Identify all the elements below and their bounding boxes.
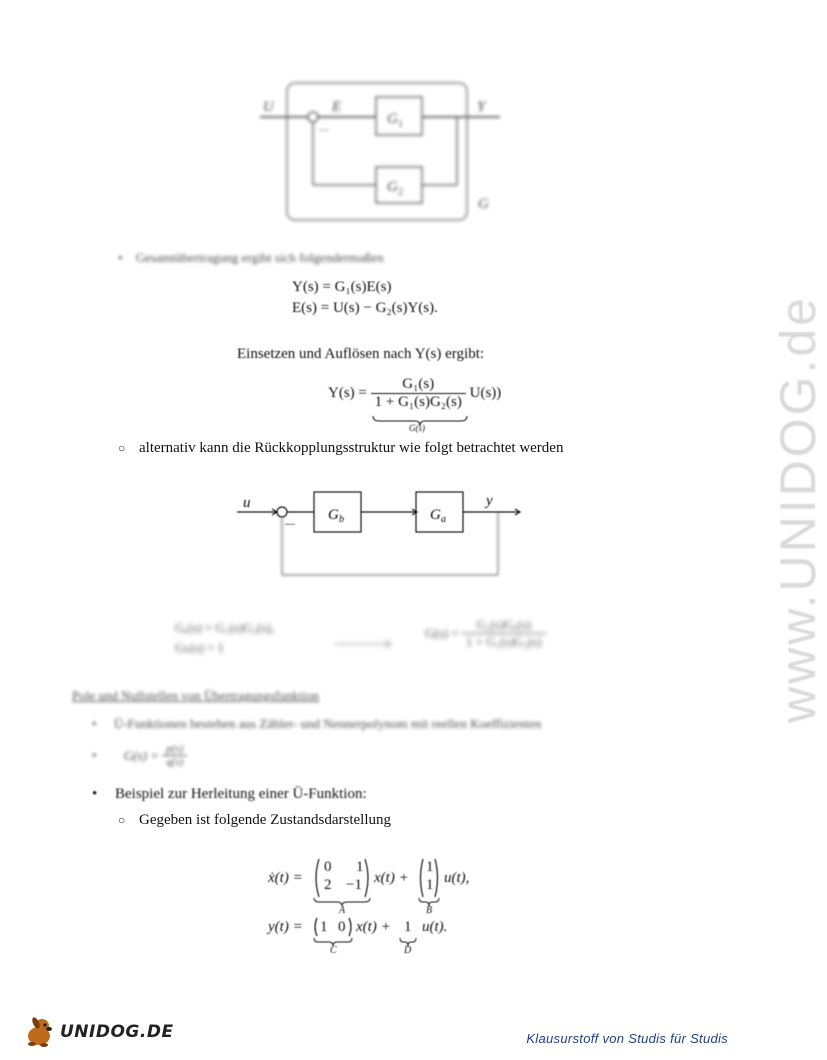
block-diagram-2-svg (235, 485, 525, 585)
footer-logo[interactable] (22, 1012, 174, 1052)
bullet-4-text: Beispiel zur Herleitung einer Ü-Funktion: (115, 786, 367, 802)
section-heading (72, 688, 319, 704)
arrow-right-icon (335, 638, 395, 650)
diagram2-minus: — (285, 519, 295, 530)
brace-d-label: D (404, 945, 412, 956)
diagram1-e-label: E (332, 99, 342, 115)
diagram1-y-label: Y (477, 99, 486, 115)
eq2-rhs: U(s)) (469, 385, 502, 401)
bullet-2 (92, 716, 541, 732)
sub-bullet-1 (118, 440, 563, 457)
matrix-c-2: 0 (338, 919, 346, 935)
state-eq-line1-mid: x(t) + (374, 870, 409, 886)
insert-text (237, 346, 484, 363)
matrix-c-1: 1 (320, 919, 328, 935)
matrix-b-2: 1 (426, 877, 434, 893)
blurred-equation-right (425, 617, 546, 650)
diagram2-u-label: u (243, 495, 251, 511)
state-eq-line1-end: u(t), (444, 870, 470, 886)
block-diagram-1 (255, 75, 505, 225)
bullet-1 (118, 250, 384, 266)
blurred-eq-right-lhs: G(s) = (425, 625, 459, 641)
eq2-numerator: G₁(s) (371, 376, 466, 394)
section-heading-text: Pole und Nullstellen von Übertragungsfunktion (72, 688, 319, 703)
brace-b-label: B (426, 905, 433, 916)
bullet-2-text: Ü-Funktionen bestehen aus Zähler- und Nennerpolynom mit reellen Koeffizienten (113, 716, 542, 731)
diagram2-ga-sub: a (441, 514, 446, 525)
blurred-eq-right-num: G₁(s)Gₐ(s) (462, 617, 546, 634)
matrix-a-21: 2 (324, 877, 332, 893)
underbrace-label: G(s) (409, 423, 425, 433)
state-eq-line2-end: u(t). (422, 919, 448, 935)
diagram1-g1-sub: 1 (398, 119, 403, 130)
block-diagram-2 (235, 485, 525, 585)
blurred-eq-left-1: Gₐ(s) = G₁(s)G₂(s), (175, 620, 275, 635)
outer-frame (287, 83, 467, 220)
eq2-fraction (371, 376, 466, 411)
eq2-underbrace (371, 414, 469, 436)
equation-block-1 (292, 277, 438, 319)
bullet-1-text: Gesamtübertragung ergibt sich folgendermaßen (135, 250, 384, 265)
footer-tagline: Klausurstoff von Studis für Studis (526, 1031, 728, 1046)
blurred-eq-left-2: Gₕ(s) = 1 (175, 640, 225, 655)
matrix-c-parens (312, 916, 354, 938)
circle-bullet: ○ (118, 441, 126, 455)
blurred-eq-right-frac (462, 617, 546, 650)
matrix-a-12: 1 (356, 859, 364, 875)
bullet-dot: • (118, 250, 123, 265)
matrix-b-1: 1 (426, 859, 434, 875)
state-space-equations (268, 855, 508, 965)
diagram1-g2-sub: 2 (398, 187, 403, 198)
bullet-4 (92, 786, 367, 803)
diagram2-gb-label: G (328, 507, 339, 523)
diagram2-gb-sub: b (339, 514, 344, 525)
sub-bullet-2-text: Gegeben ist folgende Zustandsdarstellung (139, 812, 392, 828)
equation-e: E(s) = U(s) − G₂(s)Y(s). (292, 300, 438, 316)
sub-bullet-2 (118, 812, 391, 829)
blurred-eq-right-den: 1 + G₁(s)G₂(s) (465, 634, 542, 649)
d2-summing-junction (277, 507, 287, 517)
matrix-d: 1 (404, 919, 412, 935)
matrix-a-11: 0 (324, 859, 332, 875)
state-eq-line2-mid: x(t) + (356, 919, 391, 935)
diagram2-y-label: y (486, 493, 493, 509)
sub-bullet-1-text: alternativ kann die Rückkopplungsstruktur wie folgt betrachtet werden (139, 440, 564, 456)
watermark: www.UNIDOG.de (770, 295, 826, 723)
diagram1-g2-label: G (387, 179, 398, 195)
summing-junction (308, 112, 318, 122)
diagram1-u-label: U (263, 99, 274, 115)
bullet-3 (92, 743, 187, 768)
bullet-dot: • (92, 786, 98, 802)
blurred-arrow (335, 637, 395, 655)
bullet-3-den: q(s) (166, 756, 184, 768)
block-diagram-1-svg (255, 75, 505, 225)
diagram2-ga-label: G (430, 507, 441, 523)
blurred-equations-left (175, 618, 274, 658)
matrix-a-22: −1 (346, 877, 362, 893)
bullet-3-lhs: G(s) = (123, 747, 159, 763)
state-eq-line1-lhs: ẋ(t) = (268, 870, 303, 886)
bullet-3-num: p(s) (162, 743, 187, 756)
bullet-dot: • (92, 716, 97, 731)
logo-text: UNIDOG.DE (60, 1022, 174, 1042)
eq2-denominator: 1 + G₁(s)G₂(s) (374, 394, 462, 410)
diagram1-outer-label: G (478, 196, 489, 212)
equation-y: Y(s) = G₁(s)E(s) (292, 279, 392, 295)
diagram1-minus: — (319, 125, 329, 136)
eq2-lhs: Y(s) = (328, 385, 367, 401)
insert-text-label: Einsetzen und Auflösen nach Y(s) ergibt: (237, 346, 485, 362)
brace-c-label: C (330, 945, 337, 956)
dog-icon (22, 1014, 58, 1050)
bullet-3-fraction (162, 743, 187, 768)
state-eq-line2-lhs: y(t) = (268, 919, 303, 935)
diagram1-g1-label: G (387, 111, 398, 127)
circle-bullet: ○ (118, 813, 126, 827)
brace-a-label: A (339, 905, 346, 916)
bullet-dot: • (92, 747, 97, 763)
